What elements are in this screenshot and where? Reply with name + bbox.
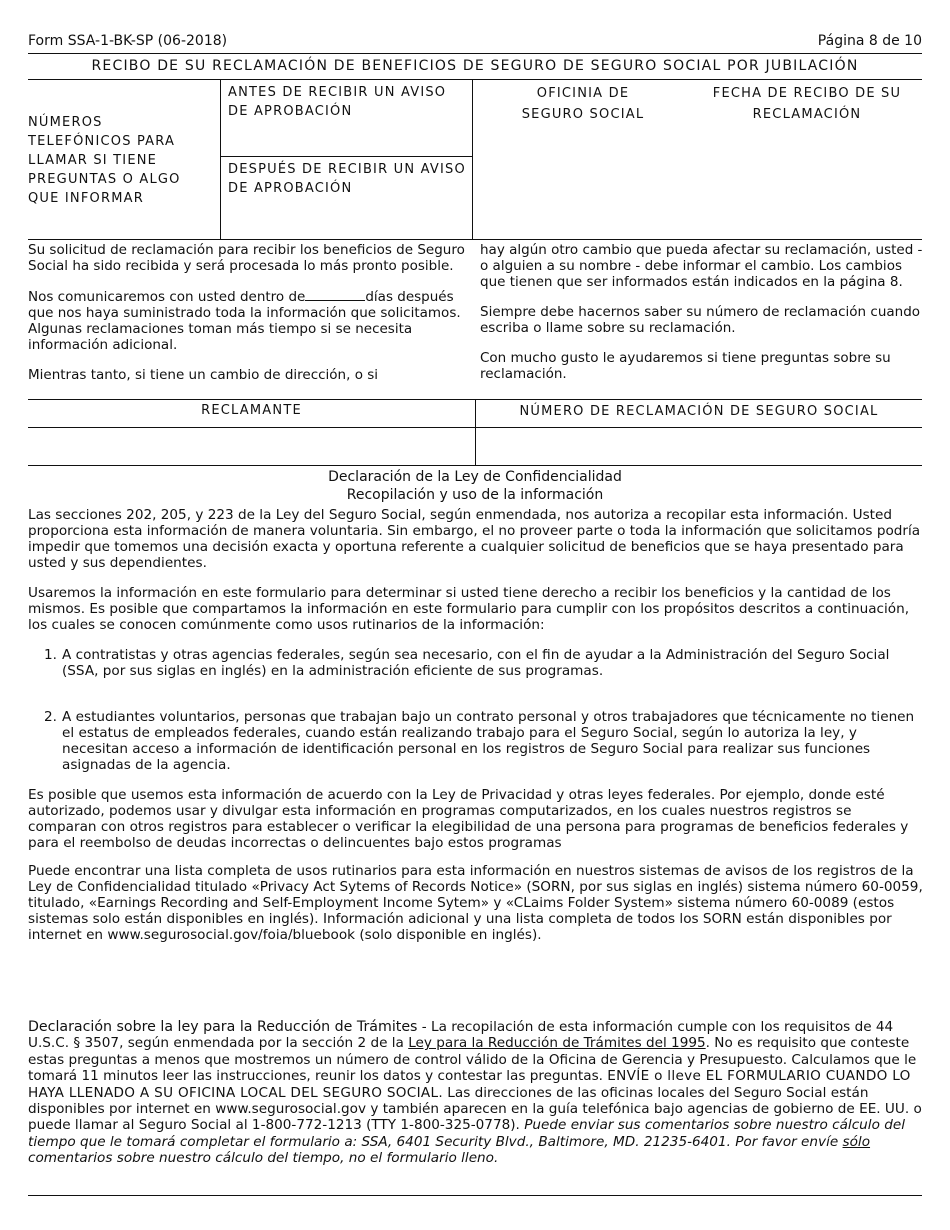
receipt-date-label: FECHA DE RECIBO DE SU RECLAMACIÓN (712, 86, 902, 122)
paperwork-statement: Declaración sobre la ley para la Reducción de Trámites - La recopilación de esta información cumple con los requisitos de 44 U.S.C. § 3507, según enmendada por la sección 2 de la Ley para la Reducción de Trámites del 1995. No es requisito que conteste estas preguntas a menos que mostremos un número de control válido de la Oficina de Gerencia y Presupuesto. Calculamos que le tomará 11 minutos leer las instrucciones, reunir los datos y contestar las preguntas. ENVÍE o lleve EL FORMULARIO CUANDO LO HAYA LLENADO A SU OFICINA LOCAL DEL SEGURO SOCIAL. Las direcciones de las oficinas locales del Seguro Social están disponibles por internet en www.segurosocial.gov y también aparecen en la guía telefónica bajo agencias de gobierno de EE. UU. o puede llamar al Seguro Social al 1-800-772-1213 (TTY 1-800-325-0778). Puede enviar sus comentarios sobre nuestro cálculo del tiempo que le tomará completar el formulario a: SSA, 6401 Security Blvd., Baltimore, MD. 21235-6401. Por favor envíe sólo comentarios sobre nuestro cálculo del tiempo, no el formulario lleno. (28, 1019, 922, 1167)
form-id: Form SSA-1-BK-SP (06-2018) (28, 33, 228, 49)
divider (220, 79, 221, 239)
divider (28, 1195, 922, 1196)
after-approval-label: DESPUÉS DE RECIBIR UN AVISO DE APROBACIÓN (228, 162, 466, 196)
divider (28, 239, 922, 240)
claimant-field[interactable] (29, 428, 474, 464)
claim-number-field[interactable] (477, 428, 921, 464)
divider (28, 465, 922, 466)
receipt-title: RECIBO DE SU RECLAMACIÓN DE BENEFICIOS DE SEGURO DE SEGURO SOCIAL POR JUBILACIÓN (91, 58, 859, 74)
paperwork-act-link: Ley para la Reducción de Trámites del 1995 (408, 1035, 706, 1052)
receipt-left-text: Su solicitud de reclamación para recibir los beneficios de Seguro Social ha sido recibida y será procesada lo más pronto posible. Nos comunicaremos con usted dentro de días después que nos haya suministrado toda la información que solicitamos. Algunas reclamaciones toman más tiempo si se necesita información adicional. Mientras tanto, si tiene un cambio de dirección, o si (28, 242, 465, 383)
days-blank (305, 288, 365, 301)
divider (220, 156, 472, 157)
privacy-paragraph-4: Puede encontrar una lista completa de usos rutinarios para esta información en nuestros sistemas de avisos de los registros de la Ley de Confidencialidad titulado «Privacy Act Sytems of Records Notice» (SORN, por sus siglas en inglés) sistema número 60-0059, titulado, «Earnings Recording and Self-Employment Income Sytem» y «CLaims Folder System» sistema número 60-0089 (estos sistemas solo están disponibles en inglés). Información adicional y una lista completa de todos los SORN están disponibles por internet en www.segurosocial.gov/foia/bluebook (solo disponible en inglés). (28, 863, 923, 943)
privacy-paragraph-2: Usaremos la información en este formulario para determinar si usted tiene derecho a recibir los beneficios y la cantidad de los mismos. Es posible que compartamos la información en este formulario para cumplir con los propósitos descritos a continuación, los cuales se conocen comúnmente como usos rutinarios de la información: (28, 585, 910, 633)
privacy-heading: Declaración de la Ley de Confidencialidad (328, 469, 622, 485)
divider (28, 53, 922, 54)
claimant-label: RECLAMANTE (201, 403, 302, 418)
divider (28, 79, 922, 80)
phone-numbers-label: NÚMEROS TELEFÓNICOS PARA LLAMAR SI TIENE PREGUNTAS O ALGO QUE INFORMAR (28, 115, 181, 206)
office-label: OFICINIA DE SEGURO SOCIAL (521, 86, 645, 122)
before-approval-label: ANTES DE RECIBIR UN AVISO DE APROBACIÓN (228, 85, 447, 119)
privacy-paragraph-1: Las secciones 202, 205, y 223 de la Ley del Seguro Social, según enmendada, nos autoriza a recopilar esta información. Usted proporciona esta información de manera voluntaria. Sin embargo, el no proveer parte o toda la información que solicitamos podría impedir que tomemos una decisión exacta y oportuna referente a cualquier solicitud de beneficios que se haya presentado para usted y sus dependientes. (28, 507, 921, 571)
list-item: 1. A contratistas y otras agencias federales, según sea necesario, con el fin de ayudar a la Administración del Seguro Social (SSA, por sus siglas en inglés) en la administración eficiente de sus programas. (44, 647, 890, 679)
list-item: 2. A estudiantes voluntarios, personas que trabajan bajo un contrato personal y otros trabajadores que técnicamente no tienen el estatus de empleados federales, cuando están realizando trabajo para el Seguro Social, según lo autoriza la ley, y necesitan acceso a información de identificación personal en los registros de Seguro Social para realizar sus funciones asignadas de la agencia. (44, 709, 915, 773)
claim-number-label: NÚMERO DE RECLAMACIÓN DE SEGURO SOCIAL (519, 404, 879, 419)
privacy-subheading: Recopilación y uso de la información (346, 487, 604, 503)
divider (472, 79, 473, 239)
receipt-right-text: hay algún otro cambio que pueda afectar su reclamación, usted - o alguien a su nombre - debe informar el cambio. Los cambios que tienen que ser informados están indicados en la página 8. Siempre debe hacernos saber su número de reclamación cuando escriba o llame sobre su reclamación. Con mucho gusto le ayudaremos si tiene preguntas sobre su reclamación. (480, 242, 923, 382)
page-number: Página 8 de 10 (817, 33, 922, 49)
privacy-paragraph-3: Es posible que usemos esta información de acuerdo con la Ley de Privacidad y otras leyes federales. Por ejemplo, donde esté autorizado, podemos usar y divulgar esta información en programas computarizados, en los cuales nuestros registros se comparan con otros registros para establecer o verificar la elegibilidad de una persona para programas de beneficios federales y para el reembolso de deudas incorrectas o delincuentes bajo estos programas (28, 787, 909, 851)
